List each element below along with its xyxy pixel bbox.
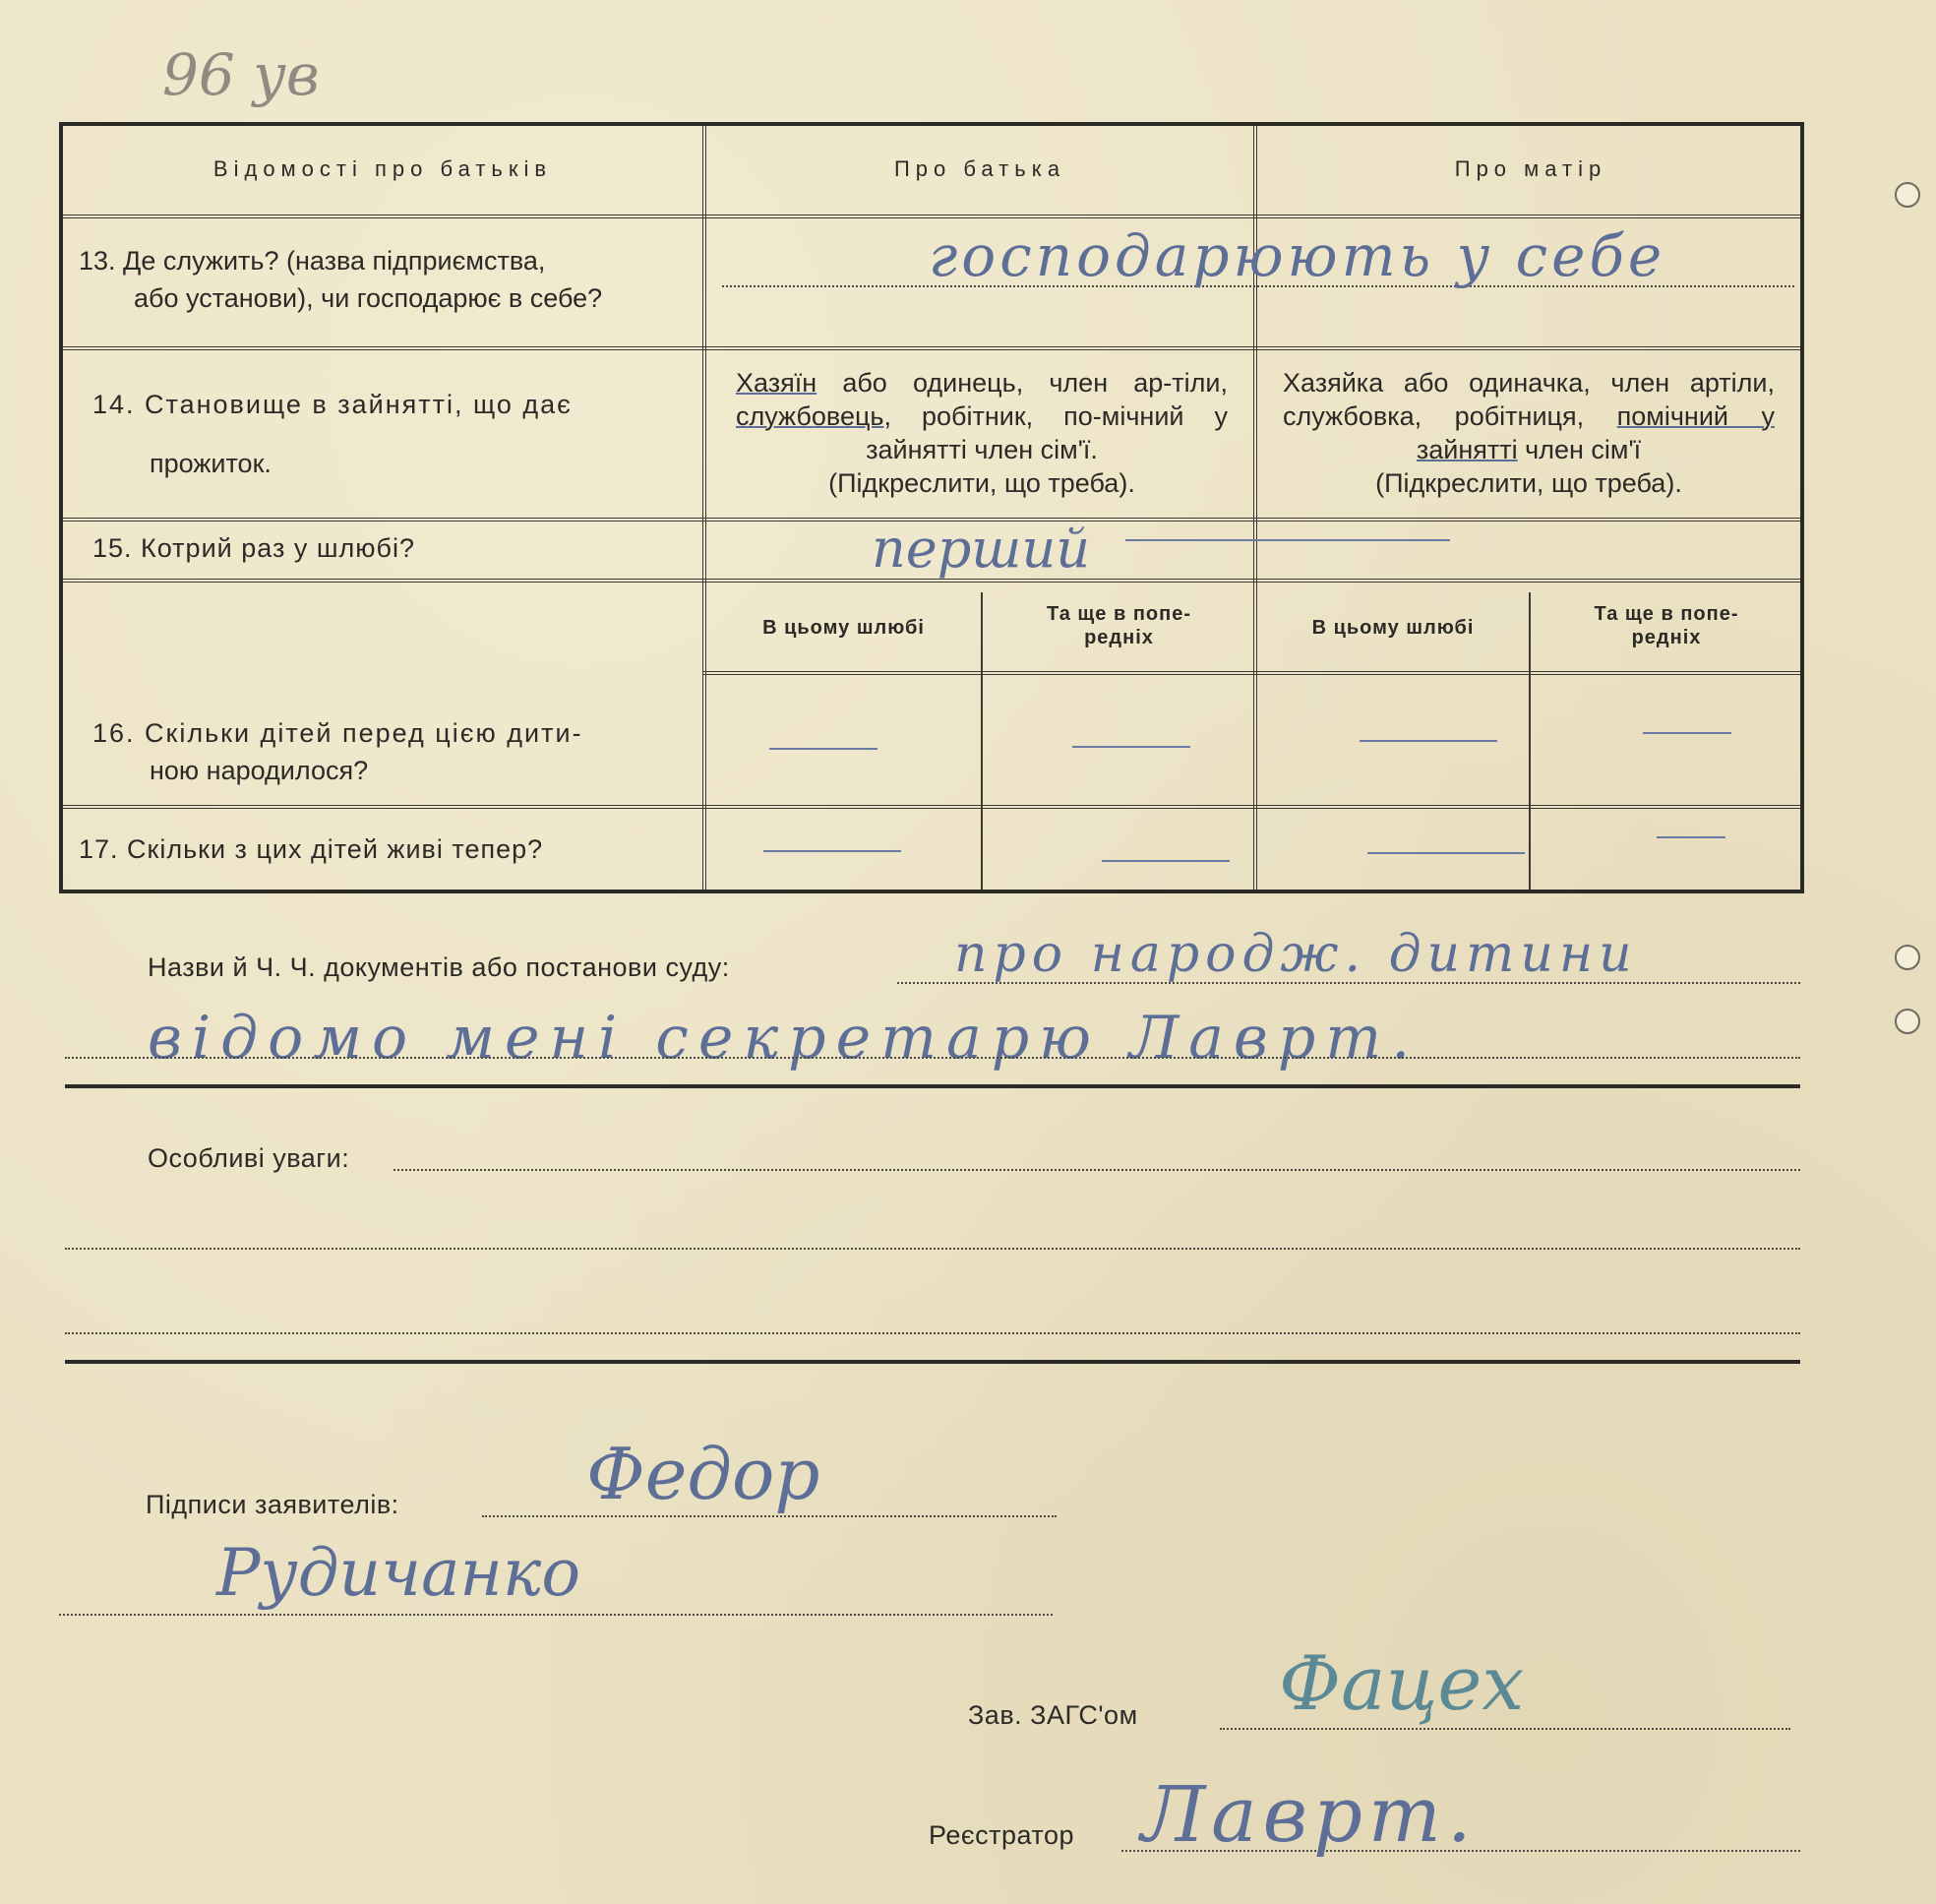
q13-answer: господарюють у себе (929, 222, 1666, 289)
punch-hole (1895, 945, 1920, 970)
q14-father-options: Хазяїн або одинець, член ар-тіли, службовець, робітник, по-мічний у зайнятті член сім'ї. (Підкреслити, що треба). (736, 368, 1228, 498)
q15-label: 15. Котрий раз у шлюбі? (92, 533, 415, 563)
signatures-label: Підписи заявителів: (146, 1490, 399, 1519)
punch-hole (1895, 182, 1920, 208)
q16-father-previous: Та ще в попе-редніх (1047, 603, 1191, 648)
documents-label: Назви й Ч. Ч. документів або постанови суду: (148, 952, 730, 982)
q16-mother-previous: Та ще в попе-редніх (1594, 603, 1739, 648)
registrar-label: Реєстратор (929, 1820, 1075, 1850)
pencil-note: 96 ув (162, 41, 320, 108)
header-mother: Про матір (1454, 156, 1607, 181)
q16-father-this-dash (769, 748, 877, 750)
q16-mother-this-marriage: В цьому шлюбі (1311, 617, 1475, 639)
q14-mother-options: Хазяйка або одиначка, член артіли, службовка, робітниця, помічний у зайнятті член сім'ї (Підкреслити, що треба). (1283, 368, 1775, 498)
header-father: Про батька (893, 156, 1066, 181)
q17-father-this-dash (763, 850, 901, 852)
signature-applicant-2: Рудичанко (216, 1535, 581, 1611)
zags-head-signature: Фацех (1279, 1639, 1525, 1727)
documents-line2: відомо мені секретарю Лаврт. (148, 1004, 1421, 1073)
q16-father-this-marriage: В цьому шлюбі (762, 617, 925, 639)
signature-applicant-1: Федор (586, 1433, 820, 1515)
parents-table (59, 122, 1804, 893)
q14-label: 14. Становище в зайнятті, що дає прожиток. (92, 390, 573, 478)
registrar-signature: Лаврт. (1141, 1771, 1478, 1860)
q16-mother-this-dash (1360, 740, 1497, 742)
q17-label: 17. Скільки з цих дітей живі тепер? (79, 834, 544, 864)
zags-head-label: Зав. ЗАГС'ом (968, 1700, 1138, 1730)
remarks-label: Особливі уваги: (148, 1143, 350, 1173)
punch-hole (1895, 1009, 1920, 1034)
q13-label: 13. Де служить? (назва підприємства, або установи), чи господарює в себе? (79, 246, 603, 313)
q16-mother-prev-dash (1643, 732, 1731, 734)
q17-mother-this-dash (1367, 852, 1525, 854)
header-parents-info: Відомості про батьків (212, 156, 553, 181)
q17-mother-prev-dash (1657, 836, 1725, 838)
q17-father-prev-dash (1102, 860, 1230, 862)
q16-label: 16. Скільки дітей перед цією дити- ною народилося? (92, 718, 583, 785)
documents-line1: про народж. дитини (954, 925, 1638, 984)
q16-father-prev-dash (1072, 746, 1190, 748)
q15-answer: перший (872, 518, 1091, 580)
